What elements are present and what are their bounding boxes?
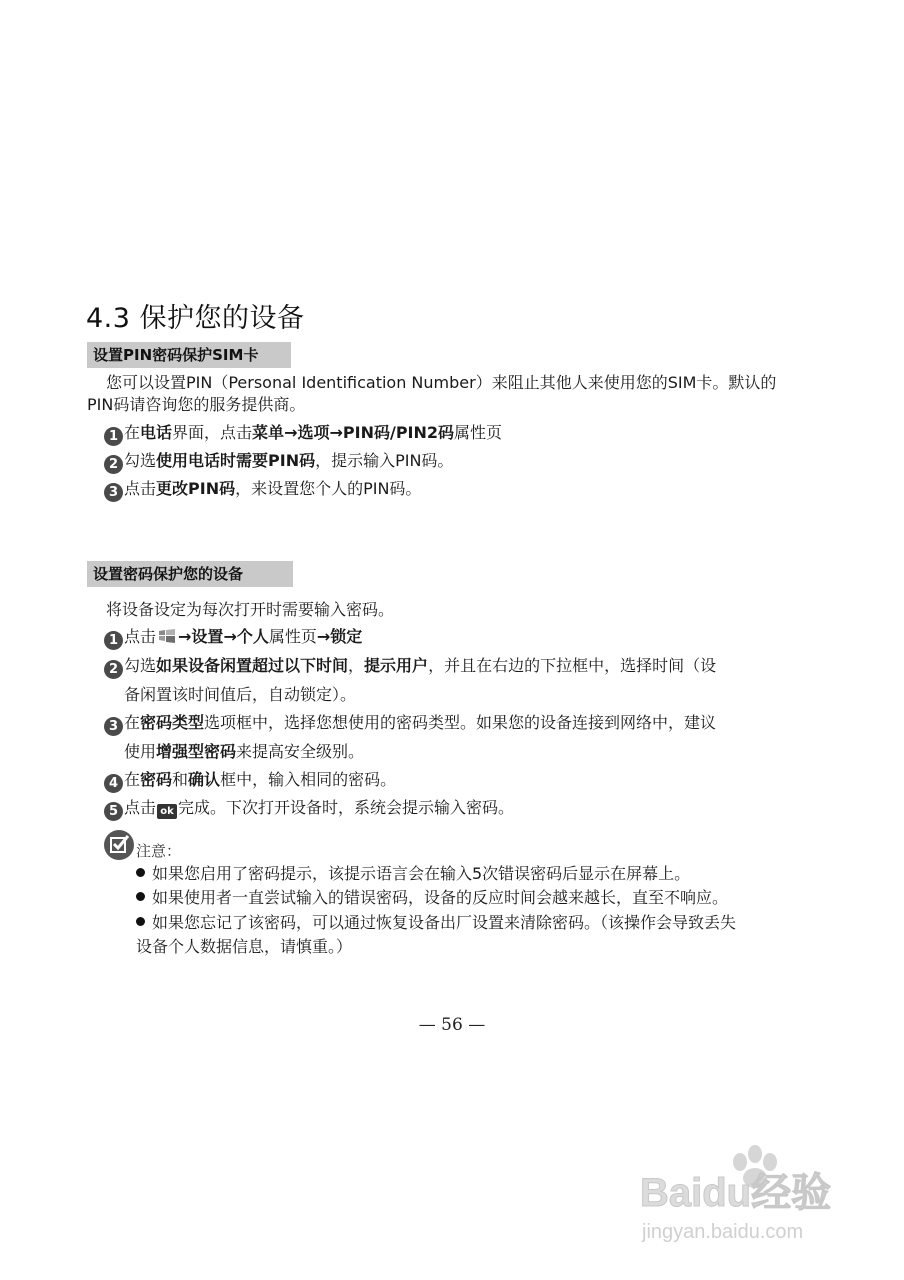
step-number-1: 1	[104, 631, 123, 650]
page-title: 4.3 保护您的设备	[86, 303, 305, 334]
note-bullet-2: 如果使用者一直尝试输入的错误密码，设备的反应时间会越来越长，直至不响应。	[136, 886, 728, 910]
arrow-icon: →	[284, 423, 298, 442]
arrow-icon: →	[329, 423, 343, 442]
section-heading-pin: 设置PIN密码保护SIM卡	[87, 342, 291, 368]
svg-text:jingyan.baidu.com: jingyan.baidu.com	[642, 1221, 804, 1243]
step-number-2: 2	[104, 660, 123, 679]
bullet-dot	[136, 868, 145, 877]
checkbox-note-icon	[103, 829, 135, 861]
device-step-1: 1 点击 →设置→个人属性页→锁定	[104, 623, 362, 651]
device-step-3: 3 在密码类型选项框中，选择您想使用的密码类型。如果您的设备连接到网络中，建议	[104, 709, 716, 737]
section1-intro-line1: 您可以设置PIN（Personal Identification Number）来阻止其他人来使用您的SIM卡。默认的	[106, 373, 777, 392]
arrow-icon: →	[316, 627, 331, 646]
device-step-4: 4 在密码和确认框中，输入相同的密码。	[104, 766, 396, 794]
step-number-3: 3	[104, 483, 123, 502]
section1-intro-line2: PIN码请咨询您的服务提供商。	[87, 395, 306, 414]
step-number-4: 4	[104, 774, 123, 793]
note-bullet-3-cont: 设备个人数据信息，请慎重。）	[136, 937, 353, 956]
windows-start-icon	[158, 628, 176, 644]
pin-step-3: 3 点击更改PIN码，来设置您个人的PIN码。	[104, 475, 421, 503]
bullet-dot	[136, 892, 145, 901]
svg-text:Baidu经验: Baidu经验	[640, 1171, 832, 1215]
device-step-2-cont: 备闲置该时间值后，自动锁定）。	[124, 685, 357, 704]
note-bullet-1: 如果您启用了密码提示，该提示语言会在输入5次错误密码后显示在屏幕上。	[136, 862, 690, 886]
device-step-3-cont: 使用增强型密码来提高安全级别。	[124, 742, 365, 761]
step-number-3: 3	[104, 717, 123, 736]
baidu-jingyan-watermark	[640, 1140, 880, 1250]
device-step-2: 2 勾选如果设备闲置超过以下时间，提示用户，并且在右边的下拉框中，选择时间（设	[104, 652, 716, 680]
section-heading-device: 设置密码保护您的设备	[87, 561, 293, 587]
note-label: 注意：	[136, 842, 182, 860]
pin-step-2: 2 勾选使用电话时需要PIN码，提示输入PIN码。	[104, 447, 453, 475]
arrow-icon: →	[178, 627, 192, 646]
note-bullet-3: 如果您忘记了该密码，可以通过恢复设备出厂设置来清除密码。（该操作会导致丢失	[136, 911, 736, 935]
page-number: — 56 —	[418, 1015, 486, 1035]
step-number-1: 1	[104, 427, 123, 446]
step-number-5: 5	[104, 802, 123, 821]
arrow-icon: →	[223, 627, 237, 646]
bullet-dot	[136, 917, 145, 926]
ok-icon: ok	[157, 804, 177, 819]
section2-intro: 将设备设定为每次打开时需要输入密码。	[106, 600, 395, 619]
pin-step-1: 1 在电话界面，点击菜单→选项→PIN码/PIN2码属性页	[104, 419, 502, 447]
step-number-2: 2	[104, 455, 123, 474]
device-step-5: 5 点击 ok 完成。下次打开设备时，系统会提示输入密码。	[104, 794, 514, 822]
